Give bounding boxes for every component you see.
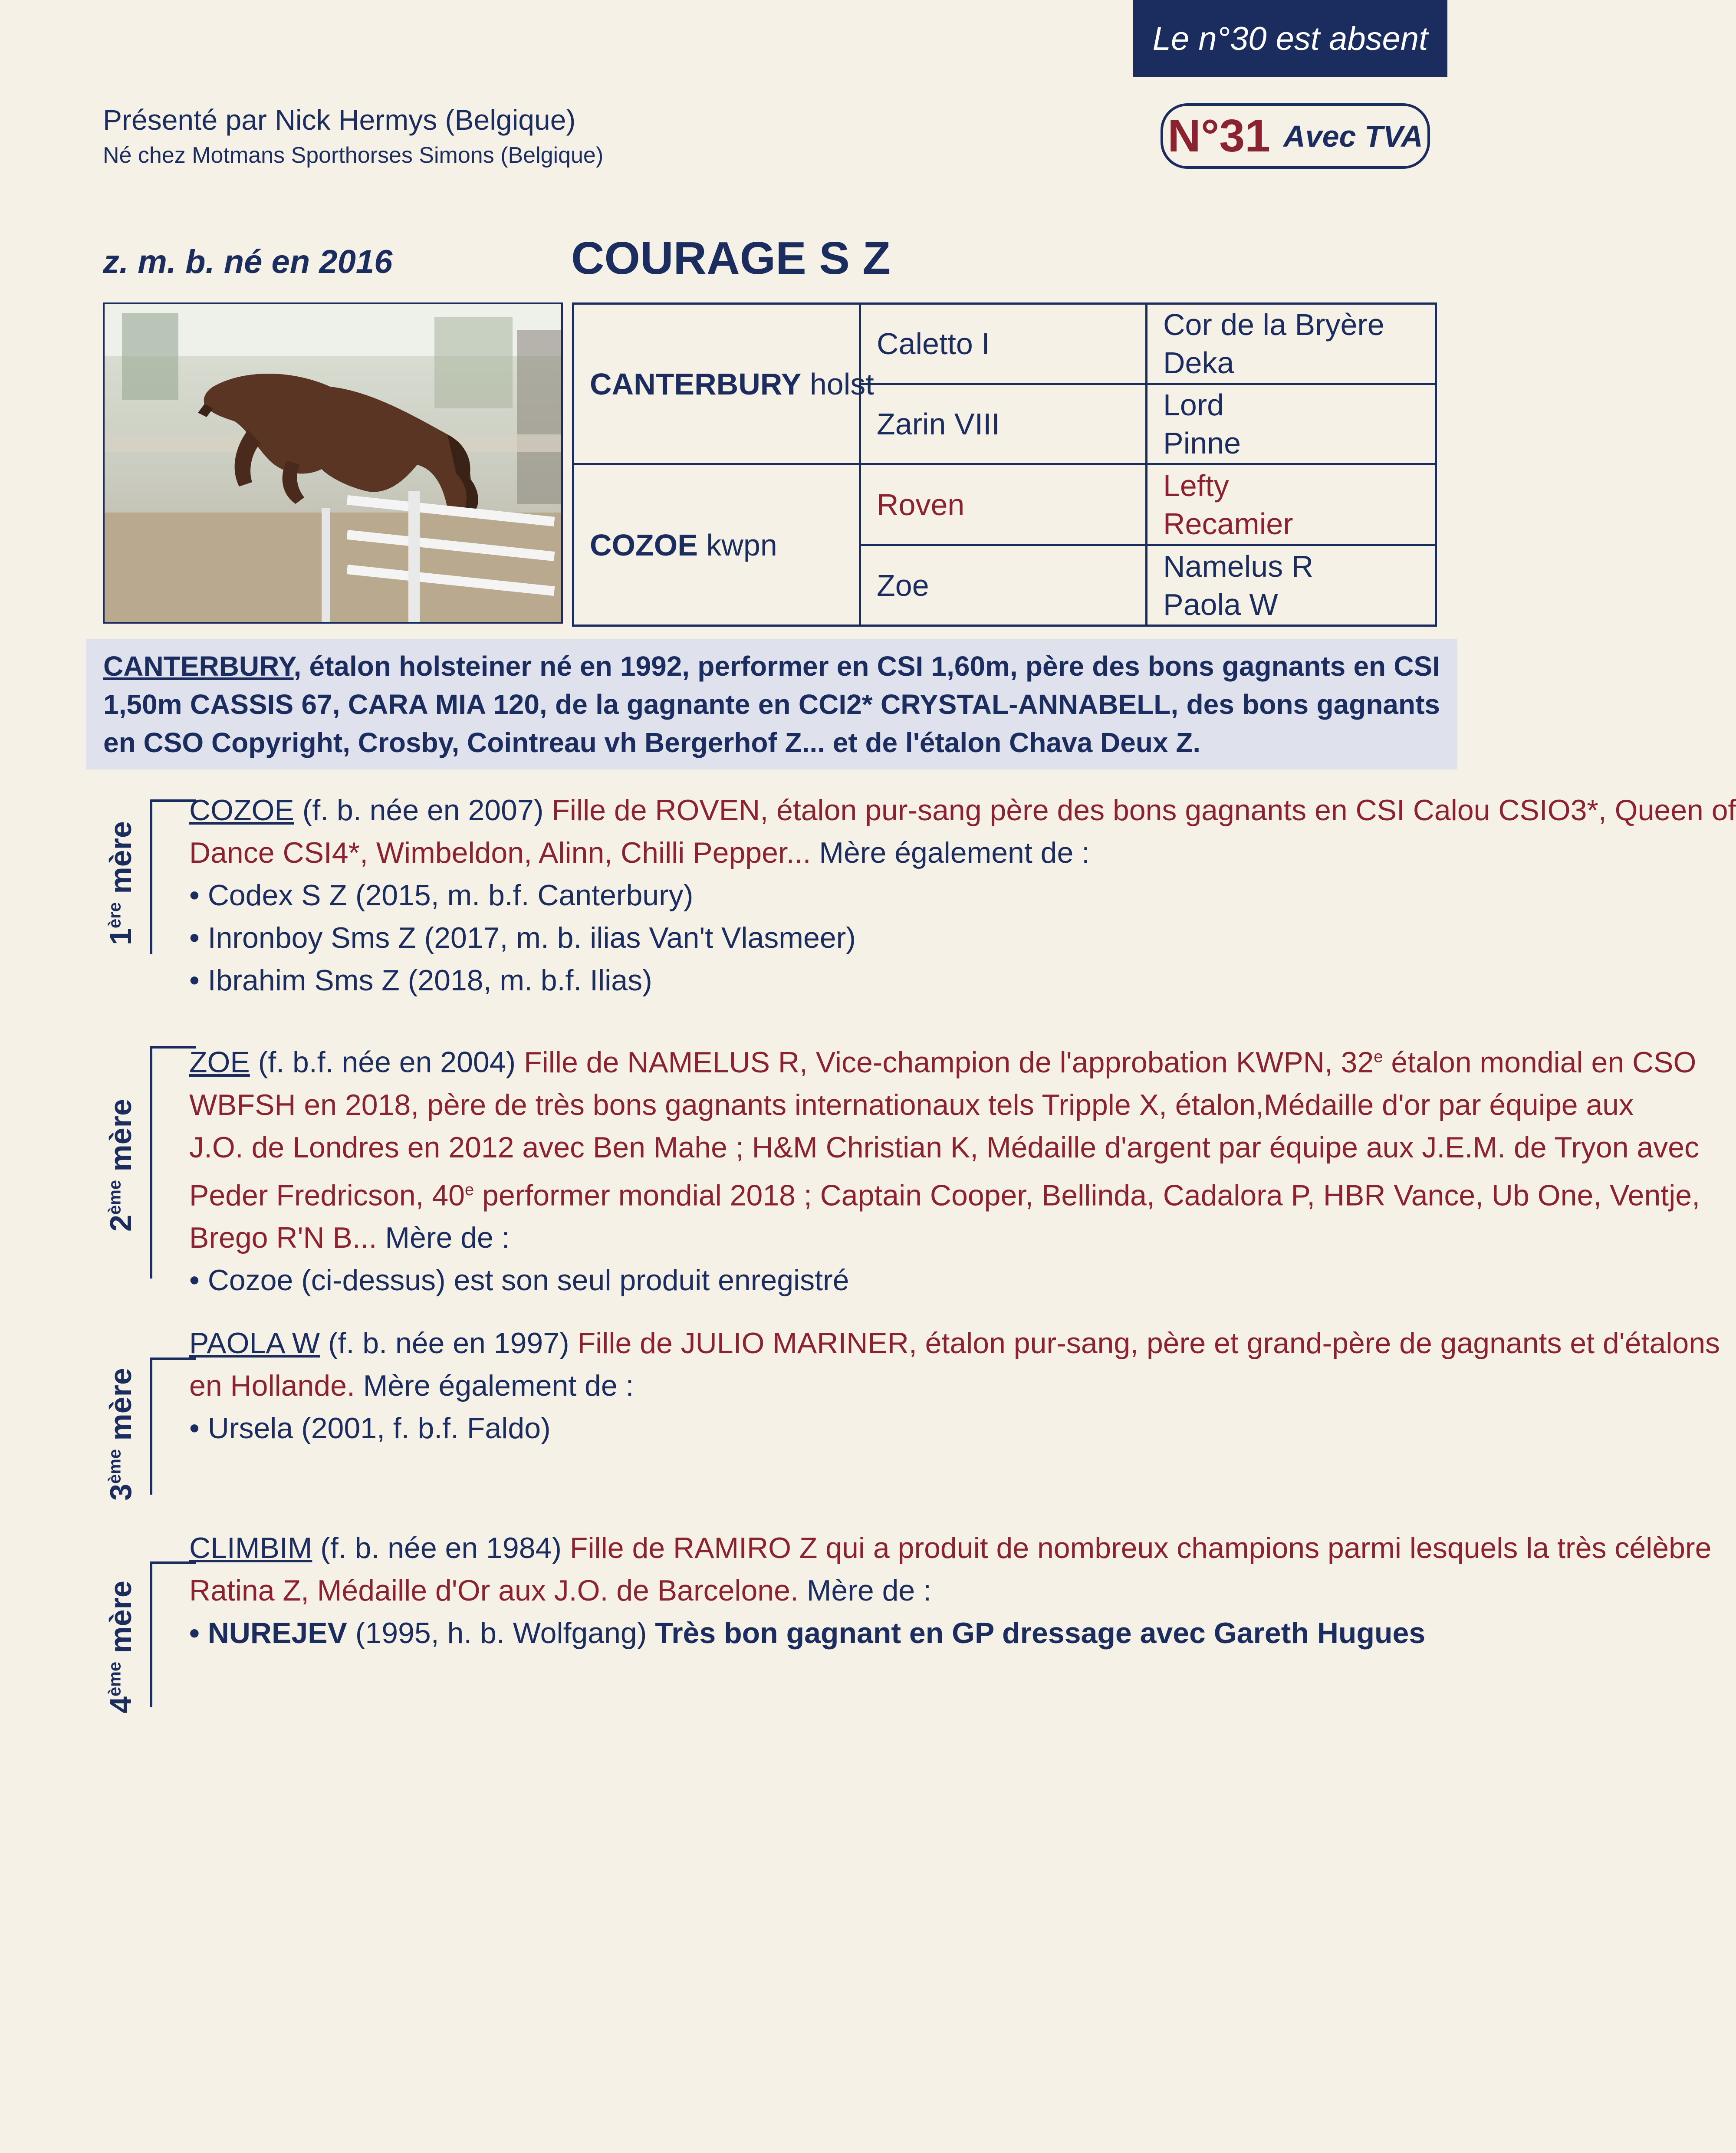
pedigree-dam-sire: Roven bbox=[860, 464, 1147, 545]
pedigree-sire bbox=[573, 304, 874, 464]
sire-name: CANTERBURY bbox=[590, 367, 802, 401]
list-item: • NUREJEV (1995, h. b. Wolfgang) Très bon gagnant en GP dressage avec Gareth Hugues bbox=[189, 1617, 1426, 1650]
horse-description: z. m. b. né en 2016 bbox=[103, 243, 393, 280]
pedigree-ggp-3: Lefty Recamier bbox=[1147, 464, 1436, 545]
list-item: • Inronboy Sms Z (2017, m. b. ilias Van't Vlasmeer) bbox=[189, 921, 856, 954]
mother-3: PAOLA W (f. b. née en 1997) Fille de JULIO MARINER, étalon pur-sang, père et grand-père de gagnants et d'étalons en Hollande. Mère également de : • Ursela (2001, f. b.f. Faldo) bbox=[189, 1322, 1435, 1450]
presented-by: Présenté par Nick Hermys (Belgique) bbox=[103, 104, 576, 136]
pedigree-table bbox=[572, 302, 1437, 627]
pedigree-sire-dam: Zarin VIII bbox=[860, 384, 1147, 464]
breeder-line: Né chez Motmans Sporthorses Simons (Belgique) bbox=[103, 143, 604, 168]
pedigree-ggp-4: Namelus R Paola W bbox=[1147, 545, 1436, 626]
dam-stud: kwpn bbox=[706, 528, 777, 562]
list-item: • Codex S Z (2015, m. b.f. Canterbury) bbox=[189, 879, 694, 912]
pedigree-dam-dam: Zoe bbox=[860, 545, 1147, 626]
mother-1: COZOE (f. b. née en 2007) Fille de ROVEN, étalon pur-sang père des bons gagnants en CSI Calou CSIO3*, Queen of Dance CSI4*, Wimbeldon, Alinn, Chilli Pepper... Mère également de : • Codex S Z (2015, m. b.f. Canterbury) • Inronboy Sms Z (2017, m. b. ilias Van't Vlasmeer) • Ibrahim Sms Z (2018, m. b.f. Ilias) bbox=[189, 789, 1435, 1002]
sire-info-text: , étalon holsteiner né en 1992, performer en CSI 1,60m, père des bons gagnants en CSI 1,50m CASSIS 67, CARA MIA 120, de la gagnante en CCI2* CRYSTAL-ANNABELL, des bons gagnants en CSO Copyright, Crosby, Cointreau vh Bergerhof Z... et de l'étalon Chava Deux Z. bbox=[103, 651, 1440, 758]
sire-info-name: CANTERBURY bbox=[103, 651, 294, 682]
list-item: • Ibrahim Sms Z (2018, m. b.f. Ilias) bbox=[189, 964, 652, 997]
mother-4-name: CLIMBIM bbox=[189, 1532, 312, 1565]
mother-1-name: COZOE bbox=[189, 794, 294, 827]
dam-name: COZOE bbox=[590, 528, 698, 562]
pedigree-ggp-1: Cor de la Bryère Deka bbox=[1147, 304, 1436, 384]
lot-badge bbox=[1161, 103, 1430, 169]
lot-number: N°31 bbox=[1167, 110, 1271, 161]
rank-3: 3ème mère bbox=[104, 1368, 138, 1501]
rank-1: 1ère mère bbox=[104, 821, 138, 945]
mother-2-name: ZOE bbox=[189, 1045, 250, 1079]
pedigree-sire-sire: Caletto I bbox=[860, 304, 1147, 384]
sire-stud: holst bbox=[809, 367, 874, 401]
horse-name: COURAGE S Z bbox=[571, 233, 891, 284]
mother-4: CLIMBIM (f. b. née en 1984) Fille de RAMIRO Z qui a produit de nombreux champions parmi lesquels la très célèbre Ratina Z, Médaille d'Or aux J.O. de Barcelone. Mère de : • NUREJEV (1995, h. b. Wolfgang) Très bon gagnant en GP dressage avec Gareth Hugues bbox=[189, 1527, 1435, 1654]
horse-photo bbox=[103, 302, 563, 624]
mother-2: ZOE (f. b.f. née en 2004) Fille de NAMELUS R, Vice-champion de l'approbation KWPN, 32e étalon mondial en CSO WBFSH en 2018, père de très bons gagnants internationaux tels Tripple X, étalon,Médaille d'or par équipe aux J.O. de Londres en 2012 avec Ben Mahe ; H&M Christian K, Médaille d'argent par équipe aux J.E.M. de Tryon avec Peder Fredricson, 40e performer mondial 2018 ; Captain Cooper, Bellinda, Cadalora P, HBR Vance, Ub One, Ventje, Brego R'N B... Mère de : • Cozoe (ci-dessus) est son seul produit enregistré bbox=[189, 1035, 1435, 1302]
mother-3-name: PAOLA W bbox=[189, 1327, 320, 1360]
list-item: • Cozoe (ci-dessus) est son seul produit enregistré bbox=[189, 1264, 849, 1297]
horse-jumping-image bbox=[105, 304, 561, 622]
absent-notice: Le n°30 est absent bbox=[1133, 0, 1447, 77]
pedigree-ggp-2: Lord Pinne bbox=[1147, 384, 1436, 464]
lot-tax: Avec TVA bbox=[1283, 119, 1423, 153]
pedigree-dam bbox=[573, 464, 860, 626]
rank-2: 2ème mère bbox=[104, 1099, 138, 1232]
sire-info-box bbox=[86, 639, 1457, 769]
rank-4: 4ème mère bbox=[104, 1581, 138, 1713]
list-item: • Ursela (2001, f. b.f. Faldo) bbox=[189, 1412, 551, 1445]
